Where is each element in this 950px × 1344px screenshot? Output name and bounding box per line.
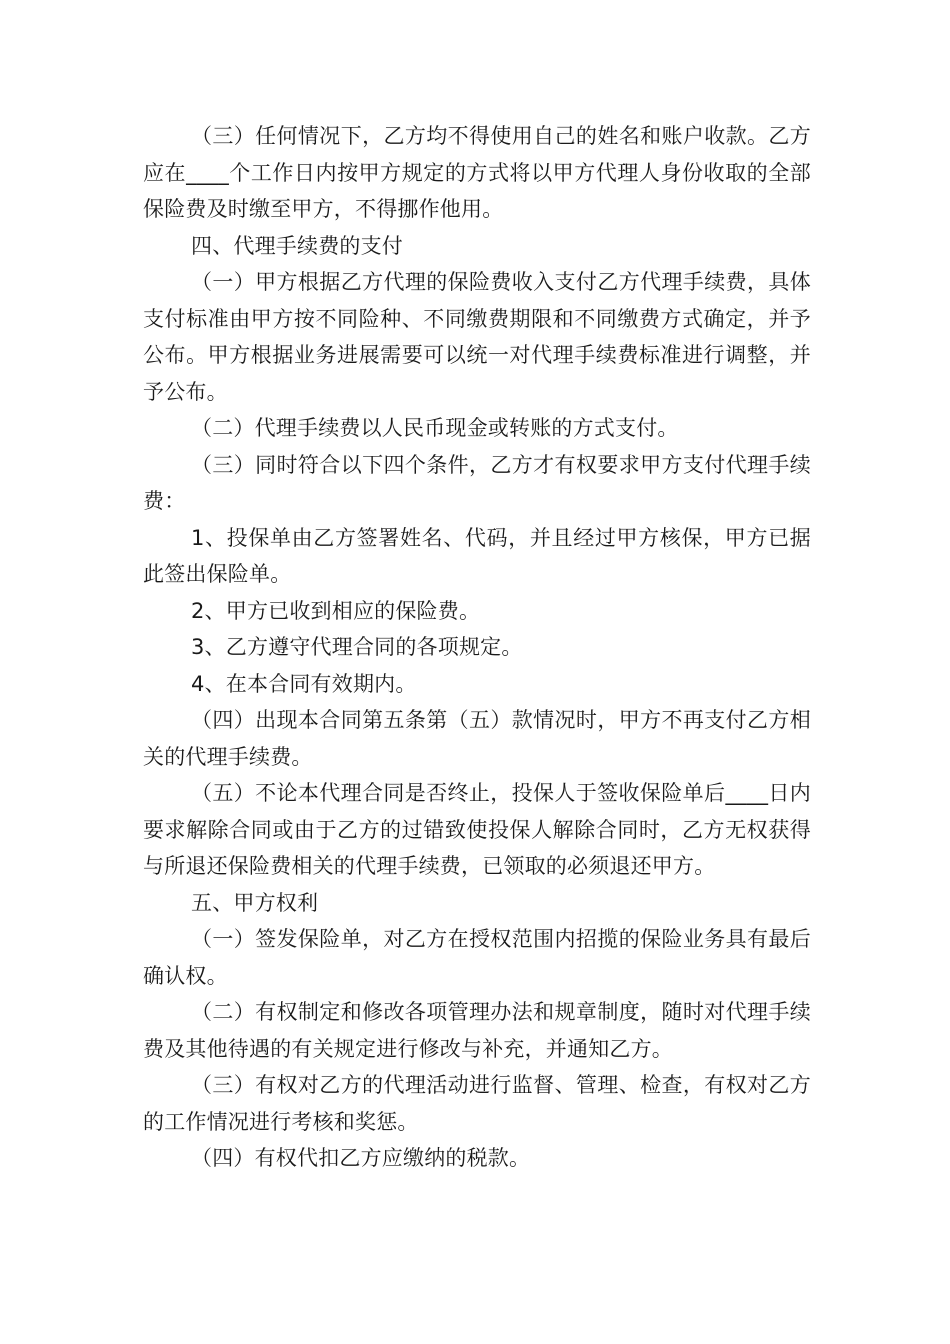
- paragraph-5-4: （四）有权代扣乙方应缴纳的税款。: [191, 1146, 531, 1170]
- list-item-condition-1: 1、投保单由乙方签署姓名、代码，并且经过甲方核保，甲方已据此签出保险单。: [143, 525, 811, 586]
- paragraph-4-3: （三）同时符合以下四个条件，乙方才有权要求甲方支付代理手续费：: [143, 452, 811, 513]
- paragraph-4-5: （五）不论本代理合同是否终止，投保人于签收保险单后____日内要求解除合同或由于乙方的过错致使投保人解除合同时，乙方无权获得与所退还保险费相关的代理手续费，已领取的必须退还甲方。: [143, 781, 811, 878]
- paragraph-4-2: （二）代理手续费以人民币现金或转账的方式支付。: [191, 416, 679, 440]
- paragraph-4-1: （一）甲方根据乙方代理的保险费收入支付乙方代理手续费，具体支付标准由甲方按不同险种、不同缴费期限和不同缴费方式确定，并予公布。甲方根据业务进展需要可以统一对代理手续费标准进行调整，并予公布。: [143, 270, 811, 404]
- paragraph-5-3: （三）有权对乙方的代理活动进行监督、管理、检查，有权对乙方的工作情况进行考核和奖惩。: [143, 1073, 811, 1134]
- paragraph-5-1: （一）签发保险单，对乙方在授权范围内招揽的保险业务具有最后确认权。: [143, 927, 811, 988]
- list-item-condition-2: 2、甲方已收到相应的保险费。: [191, 598, 481, 623]
- document-body: [143, 118, 811, 1177]
- list-item-condition-4: 4、在本合同有效期内。: [191, 671, 417, 696]
- list-item-condition-3: 3、乙方遵守代理合同的各项规定。: [191, 635, 523, 659]
- paragraph-5-2: （二）有权制定和修改各项管理办法和规章制度，随时对代理手续费及其他待遇的有关规定进行修改与补充，并通知乙方。: [143, 1000, 811, 1061]
- section-heading-4: 四、代理手续费的支付: [191, 233, 403, 258]
- paragraph-clause-3-collection: （三）任何情况下，乙方均不得使用自己的姓名和账户收款。乙方应在____个工作日内按甲方规定的方式将以甲方代理人身份收取的全部保险费及时缴至甲方，不得挪作他用。: [143, 124, 811, 221]
- paragraph-4-4: （四）出现本合同第五条第（五）款情况时，甲方不再支付乙方相关的代理手续费。: [143, 708, 811, 769]
- section-heading-5: 五、甲方权利: [191, 890, 319, 915]
